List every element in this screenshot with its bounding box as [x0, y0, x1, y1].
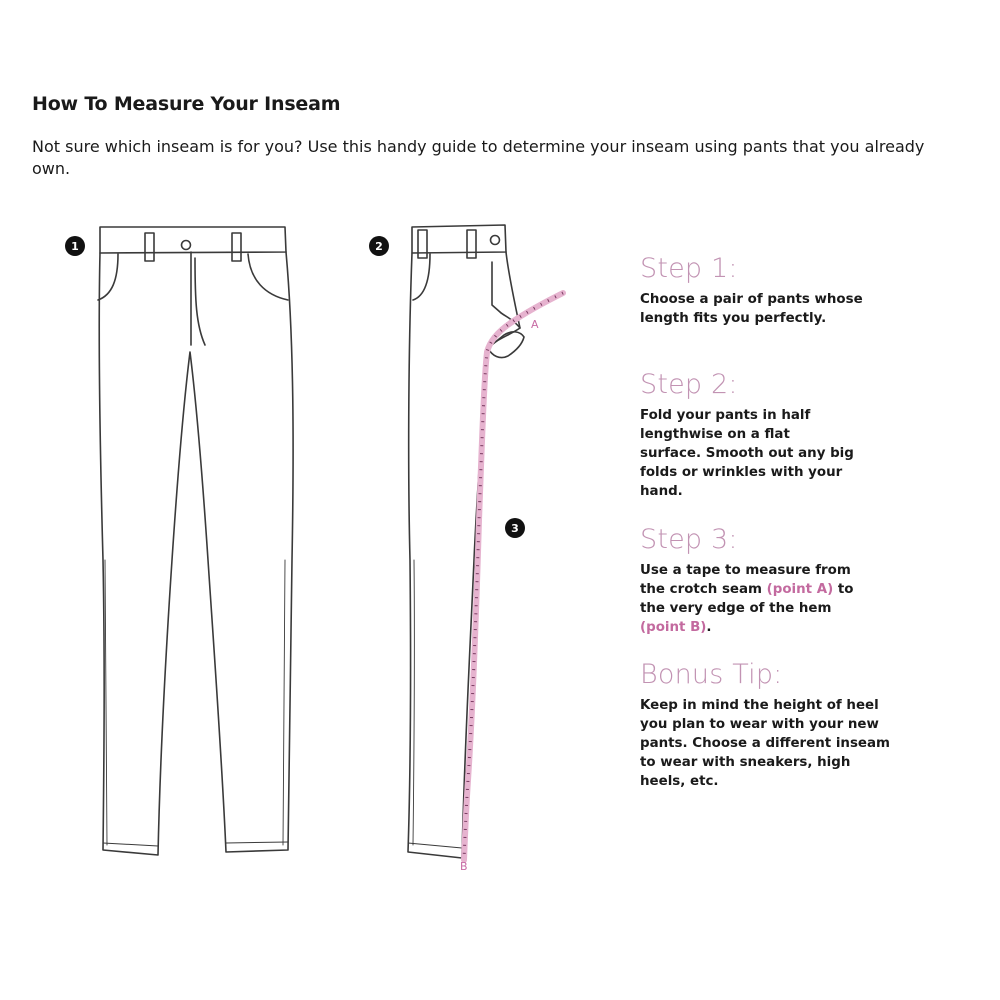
bonus-tip: [640, 660, 960, 791]
step-3-body-end: .: [706, 620, 712, 635]
point-a-label: A: [531, 318, 539, 331]
bonus-tip-title: Bonus Tip:: [640, 659, 783, 690]
measuring-tape: [464, 293, 563, 860]
badge-label: 3: [511, 521, 519, 535]
step-3-badge: [505, 518, 525, 538]
step-2-body: Fold your pants in half lengthwise on a flat surface. Smooth out any big folds or wrinkles with your hand.: [640, 408, 854, 499]
step-3-body: [640, 561, 880, 637]
step-1-body: Choose a pair of pants whose length fits you perfectly.: [640, 292, 863, 326]
intro-text: Not sure which inseam is for you? Use this handy guide to determine your inseam using pants that you already own.: [32, 137, 925, 178]
step-3-body-start: Use a tape to measure from the crotch seam: [640, 563, 851, 597]
step-2-title: Step 2:: [640, 369, 738, 400]
step-1-title: Step 1:: [640, 253, 738, 284]
step-3-title: Step 3:: [640, 524, 738, 555]
page-title: How To Measure Your Inseam: [32, 93, 341, 115]
step-2-badge: [369, 236, 389, 256]
step-3-body-middle: to the very edge of the hem: [640, 582, 854, 616]
folded-pants-drawing: [408, 225, 524, 858]
point-a-reference: (point A): [766, 582, 834, 597]
point-b-label: B: [460, 860, 468, 873]
step-3: [640, 525, 960, 637]
step-1-badge: [65, 236, 85, 256]
point-b-reference: (point B): [640, 620, 707, 635]
bonus-tip-body: Keep in mind the height of heel you plan to wear with your new pants. Choose a different inseam to wear with sneakers, high heels, etc.: [640, 698, 890, 789]
step-1: [640, 254, 960, 328]
front-pants-drawing: [98, 227, 293, 855]
badge-label: 1: [71, 239, 79, 253]
badge-label: 2: [375, 239, 383, 253]
step-2: [640, 370, 960, 501]
